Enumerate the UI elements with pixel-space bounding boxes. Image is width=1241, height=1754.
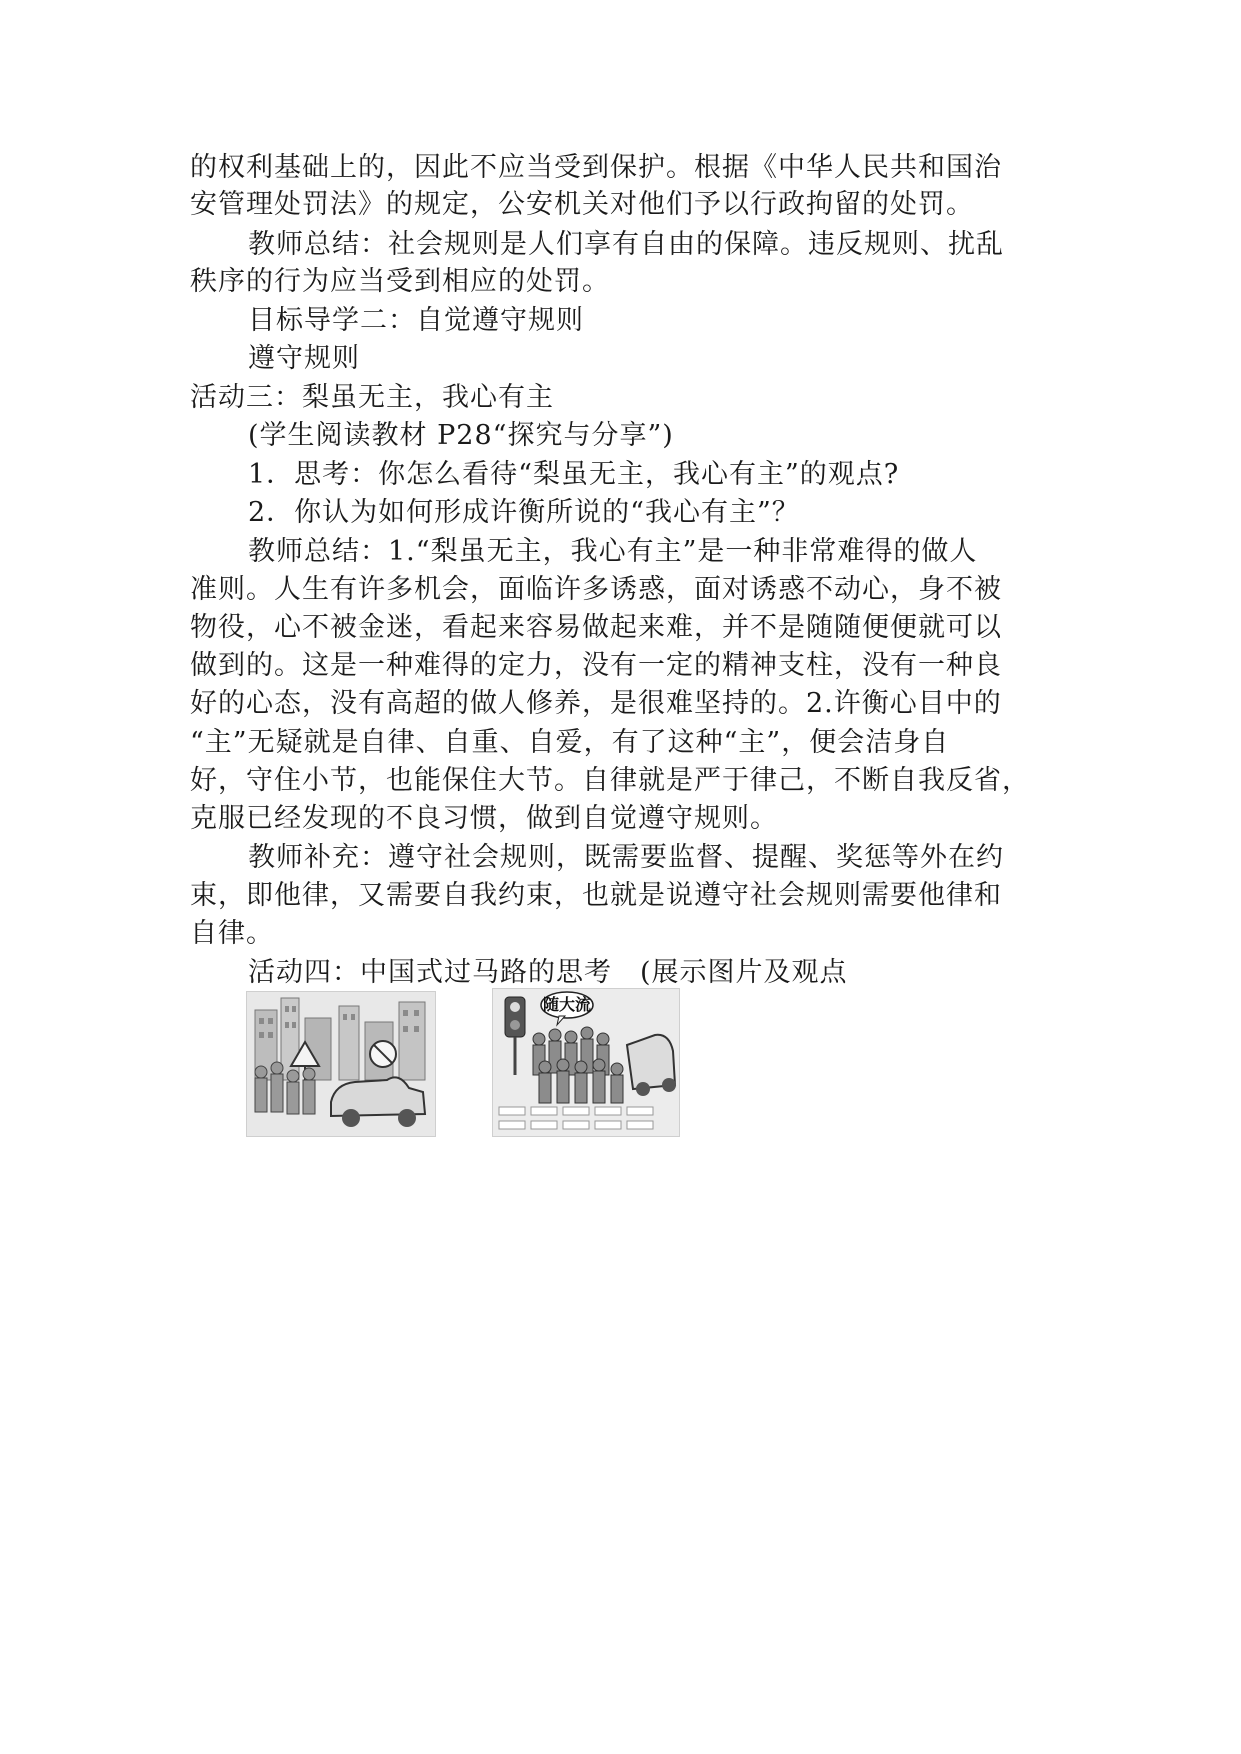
paragraph-line: 教师总结：社会规则是人们享有自由的保障。违反规则、扰乱 [248,229,1004,260]
paragraph-line: 安管理处罚法》的规定，公安机关对他们予以行政拘留的处罚。 [190,189,974,220]
crosswalk-crowd-icon [493,989,679,1136]
paragraph-line: 做到的。这是一种难得的定力，没有一定的精神支柱，没有一种良 [190,650,1002,681]
paragraph-line: 教师补充：遵守社会规则，既需要监督、提醒、奖惩等外在约 [248,842,1004,873]
paragraph-line: 好的心态，没有高超的做人修养，是很难坚持的。2.许衡心目中的 [190,688,1002,719]
paragraph-line: (学生阅读教材 P28“探究与分享”) [248,420,674,451]
section-heading: 目标导学二：自觉遵守规则 [248,305,584,336]
paragraph-line: 自律。 [190,918,274,949]
question-item: 1．思考：你怎么看待“梨虽无主，我心有主”的观点? [248,459,900,490]
paragraph-line: 的权利基础上的，因此不应当受到保护。根据《中华人民共和国治 [190,152,1002,183]
paragraph-line: 束，即他律，又需要自我约束，也就是说遵守社会规则需要他律和 [190,880,1002,911]
activity-heading: 活动四：中国式过马路的思考 (展示图片及观点 [248,957,848,988]
paragraph-line: 教师总结：1.“梨虽无主，我心有主”是一种非常难得的做人 [248,536,978,567]
paragraph-line: 克服已经发现的不良习惯，做到自觉遵守规则。 [190,803,778,834]
paragraph-line: 准则。人生有许多机会，面临许多诱惑，面对诱惑不动心，身不被 [190,574,1002,605]
paragraph-line: “主”无疑就是自律、自重、自爱，有了这种“主”，便会洁身自 [190,727,950,758]
street-crowd-car-icon [247,992,435,1136]
activity-heading: 活动三：梨虽无主，我心有主 [190,382,554,413]
street-crowd-car-illustration [246,991,436,1137]
paragraph-line: 好，守住小节，也能保住大节。自律就是严于律己，不断自我反省， [190,765,1030,796]
question-item: 2．你认为如何形成许衡所说的“我心有主”？ [248,497,800,528]
crosswalk-crowd-illustration [492,988,680,1137]
paragraph-line: 物役，心不被金迷，看起来容易做起来难，并不是随随便便就可以 [190,612,1002,643]
speech-bubble-text: 随大流 [542,995,592,1014]
subsection-heading: 遵守规则 [248,343,360,374]
paragraph-line: 秩序的行为应当受到相应的处罚。 [190,266,610,297]
